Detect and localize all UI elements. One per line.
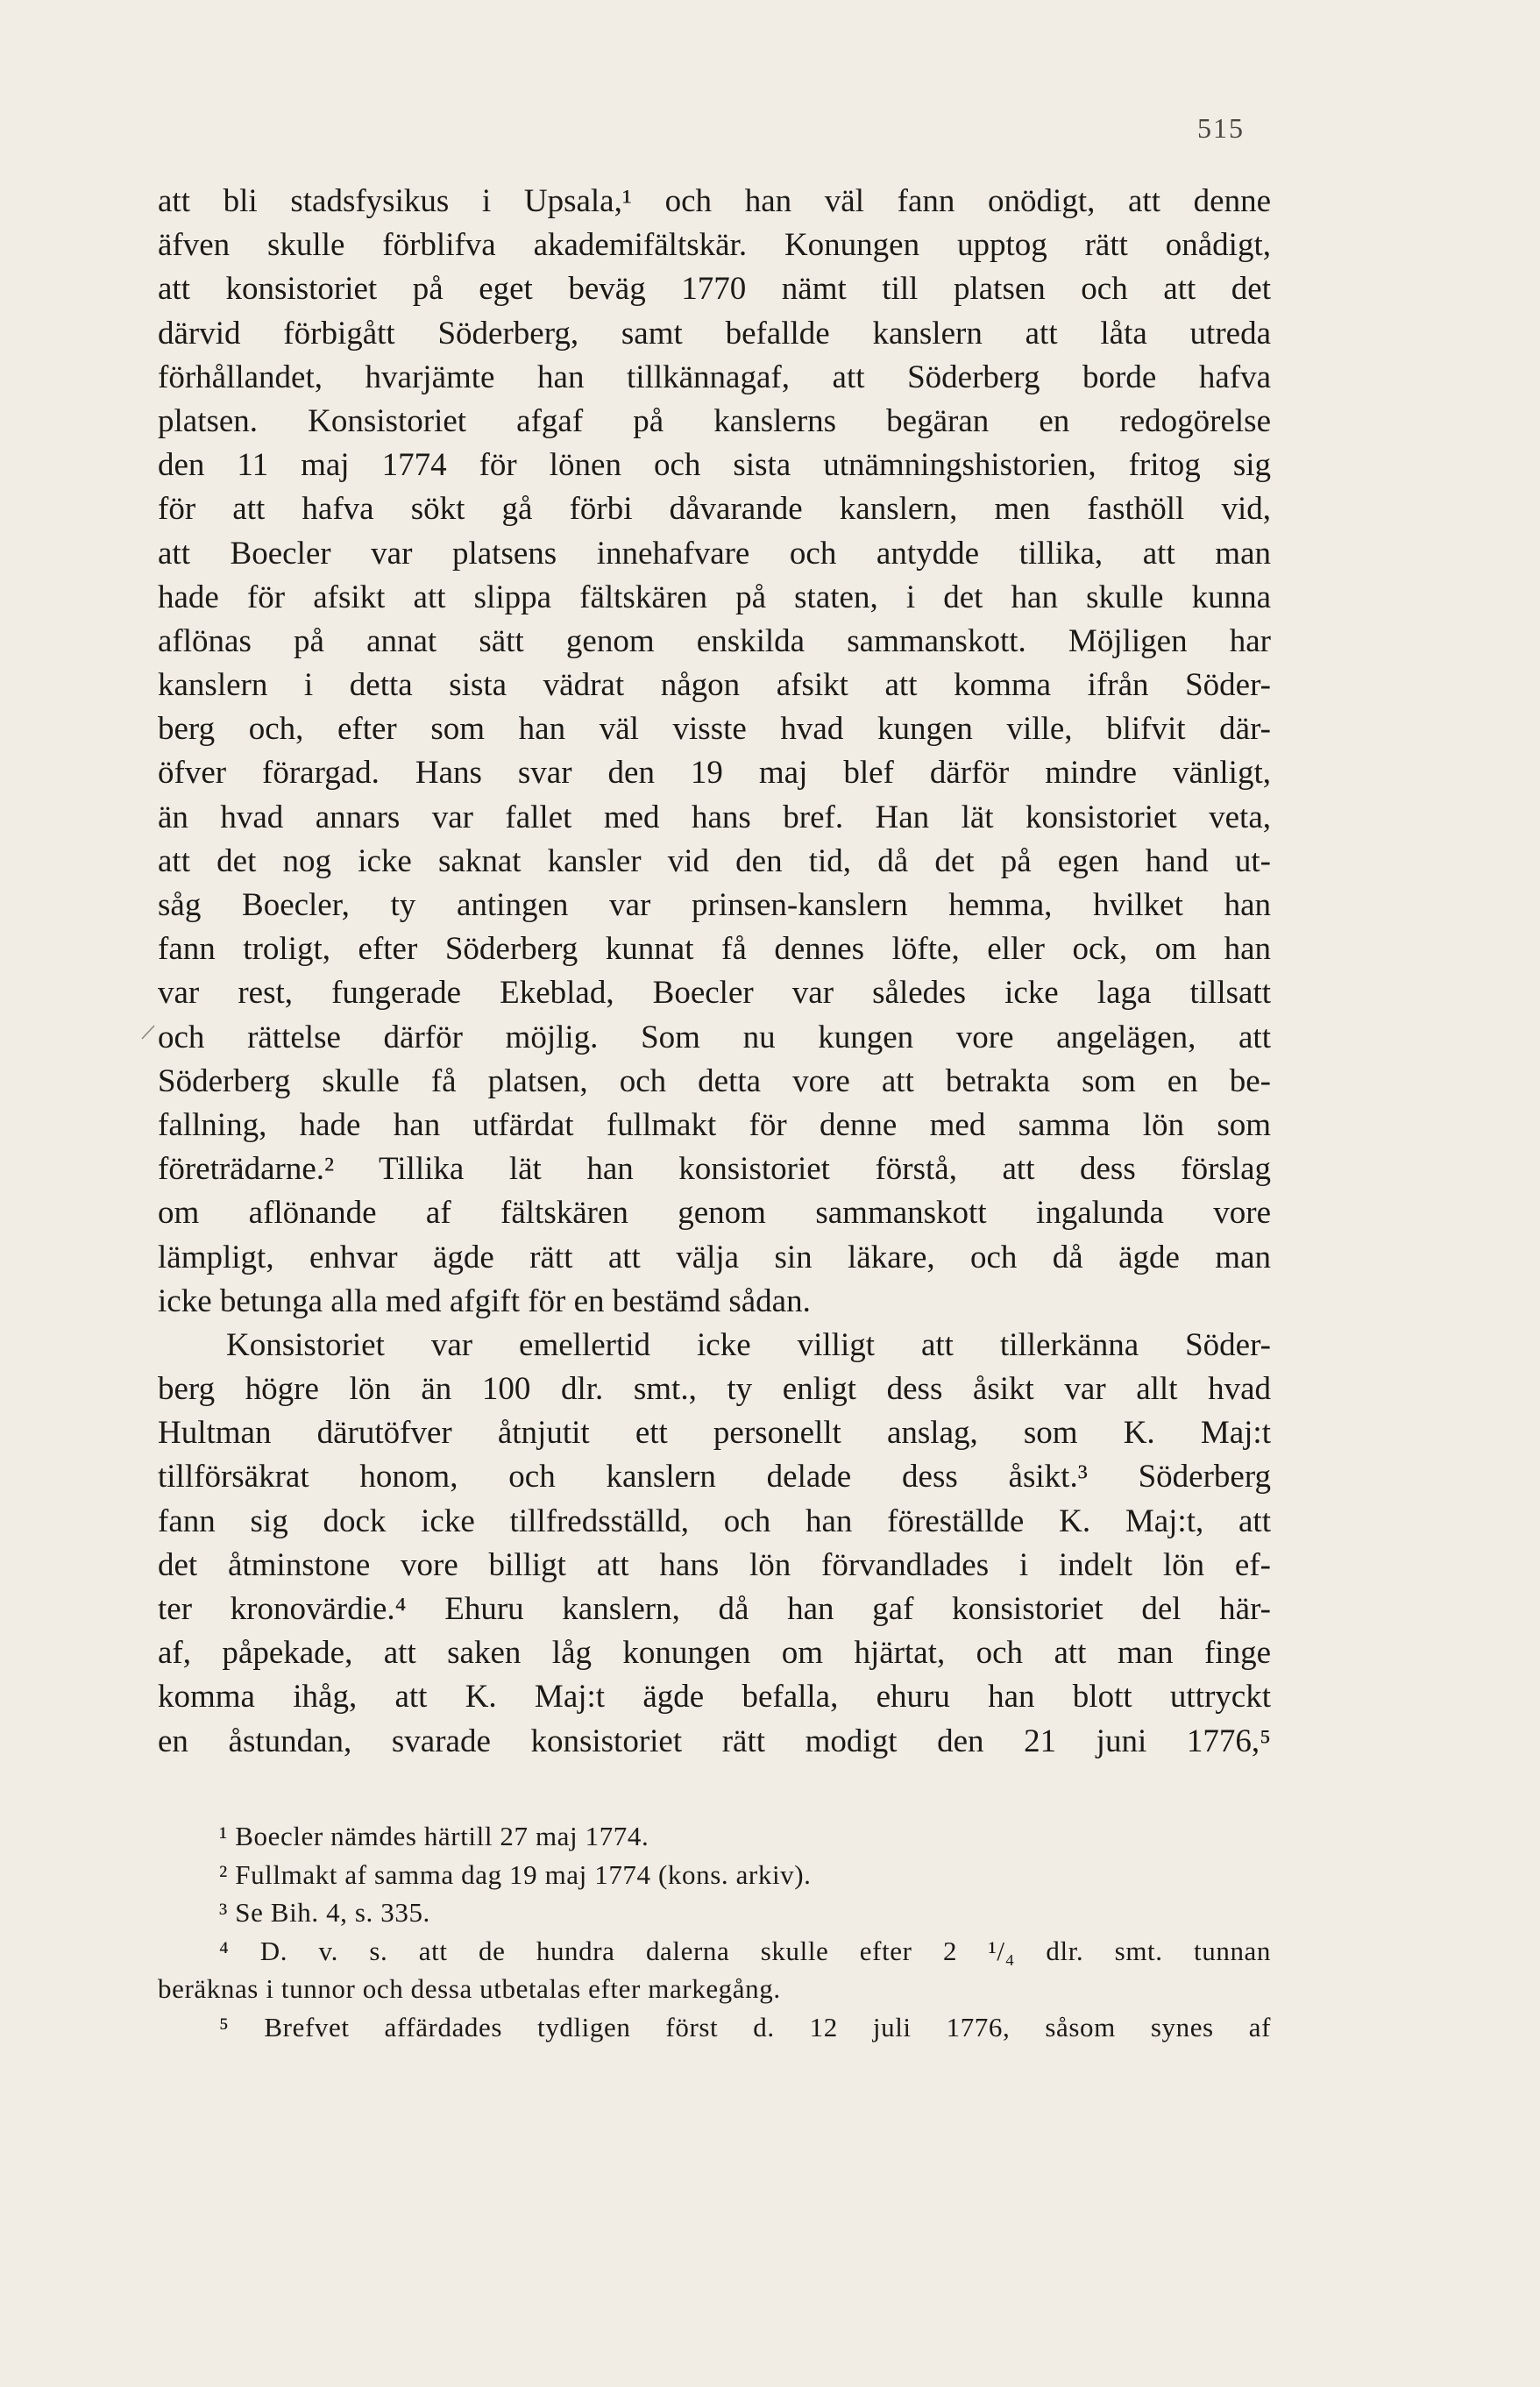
text-line: aflönas på annat sätt genom enskilda sammanskott. Möjligen har <box>158 622 1271 659</box>
text-line: för att hafva sökt gå förbi dåvarande kanslern, men fasthöll vid, <box>158 491 1271 528</box>
text-line: fann sig dock icke tillfredsställd, och han föreställde K. Maj:t, att <box>158 1503 1271 1539</box>
text-line: fallning, hade han utfärdat fullmakt för denne med samma lön som <box>158 1106 1271 1143</box>
text-line: Söderberg skulle få platsen, och detta vore att betrakta som en be- <box>158 1062 1271 1099</box>
text-line: kanslern i detta sista vädrat någon afsikt att komma ifrån Söder- <box>158 667 1271 704</box>
text-line: ter kronovärdie.⁴ Ehuru kanslern, då han gaf konsistoriet del här- <box>158 1591 1271 1627</box>
text-line: såg Boecler, ty antingen var prinsen-kanslern hemma, hvilket han <box>158 887 1271 923</box>
footnote: ³ Se Bih. 4, s. 335. <box>219 1897 430 1928</box>
footnote: ² Fullmakt af samma dag 19 maj 1774 (kons. arkiv). <box>219 1858 812 1890</box>
text-line: företrädarne.² Tillika lät han konsistoriet förstå, att dess förslag <box>158 1151 1271 1188</box>
text-line: öfver förargad. Hans svar den 19 maj blef därför mindre vänligt, <box>158 755 1271 792</box>
text-line: och rättelse därför möjlig. Som nu kungen vore angelägen, att <box>158 1019 1271 1055</box>
text-line: hade för afsikt att slippa fältskären på staten, i det han skulle kunna <box>158 579 1271 615</box>
text-line: Hultman därutöfver åtnjutit ett personellt anslag, som K. Maj:t <box>158 1415 1271 1452</box>
footnote: ¹ Boecler nämdes härtill 27 maj 1774. <box>219 1821 649 1851</box>
text-line: icke betunga alla med afgift för en bestämd sådan. <box>158 1282 811 1319</box>
text-line: Konsistoriet var emellertid icke villigt att tillerkänna Söder- <box>226 1326 1271 1363</box>
text-line: tillförsäkrat honom, och kanslern delade dess åsikt.³ Söderberg <box>158 1459 1271 1495</box>
body-text <box>158 180 1271 1764</box>
footnote: ⁴ D. v. s. att de hundra dalerna skulle efter 2 ¹/₄ dlr. smt. tunnan <box>219 1935 1271 1966</box>
text-line: att det nog icke saknat kansler vid den tid, då det på egen hand ut- <box>158 842 1271 879</box>
footnote: ⁵ Brefvet affärdades tydligen först d. 12 juli 1776, såsom synes af <box>219 2011 1271 2042</box>
text-line: en åstundan, svarade konsistoriet rätt modigt den 21 juni 1776,⁵ <box>158 1723 1271 1759</box>
text-line: än hvad annars var fallet med hans bref. Han lät konsistoriet veta, <box>158 799 1271 835</box>
text-line: lämpligt, enhvar ägde rätt att välja sin läkare, och då ägde man <box>158 1239 1271 1275</box>
text-line: därvid förbigått Söderberg, samt befallde kanslern att låta utreda <box>158 315 1271 352</box>
text-line: att Boecler var platsens innehafvare och antydde tillika, att man <box>158 535 1271 572</box>
text-line: förhållandet, hvarjämte han tillkännagaf, att Söderberg borde hafva <box>158 359 1271 395</box>
page-number: 515 <box>1197 112 1245 144</box>
text-line: berg högre lön än 100 dlr. smt., ty enligt dess åsikt var allt hvad <box>158 1371 1271 1408</box>
text-line: berg och, efter som han väl visste hvad kungen ville, blifvit där- <box>158 711 1271 748</box>
text-line: att bli stadsfysikus i Upsala,¹ och han väl fann onödigt, att denne <box>158 183 1271 219</box>
text-line: komma ihåg, att K. Maj:t ägde befalla, ehuru han blott uttryckt <box>158 1679 1271 1716</box>
text-line: det åtminstone vore billigt att hans lön förvandlades i indelt lön ef- <box>158 1546 1271 1583</box>
text-line: platsen. Konsistoriet afgaf på kanslerns begäran en redogörelse <box>158 402 1271 439</box>
text-line: den 11 maj 1774 för lönen och sista utnämningshistorien, fritog sig <box>158 447 1271 484</box>
text-line: fann troligt, efter Söderberg kunnat få dennes löfte, eller ock, om han <box>158 931 1271 968</box>
text-line: af, påpekade, att saken låg konungen om hjärtat, och att man finge <box>158 1635 1271 1672</box>
text-line: äfven skulle förblifva akademifältskär. Konungen upptog rätt onådigt, <box>158 227 1271 264</box>
margin-pencil-mark <box>140 1023 158 1041</box>
text-line: om aflönande af fältskären genom sammanskott ingalunda vore <box>158 1195 1271 1232</box>
footnote-continuation: beräknas i tunnor och dessa utbetalas efter markegång. <box>158 1973 781 2004</box>
text-line: var rest, fungerade Ekeblad, Boecler var således icke laga tillsatt <box>158 975 1271 1012</box>
footnotes <box>158 1817 1271 2046</box>
text-line: att konsistoriet på eget beväg 1770 nämt till platsen och att det <box>158 271 1271 308</box>
